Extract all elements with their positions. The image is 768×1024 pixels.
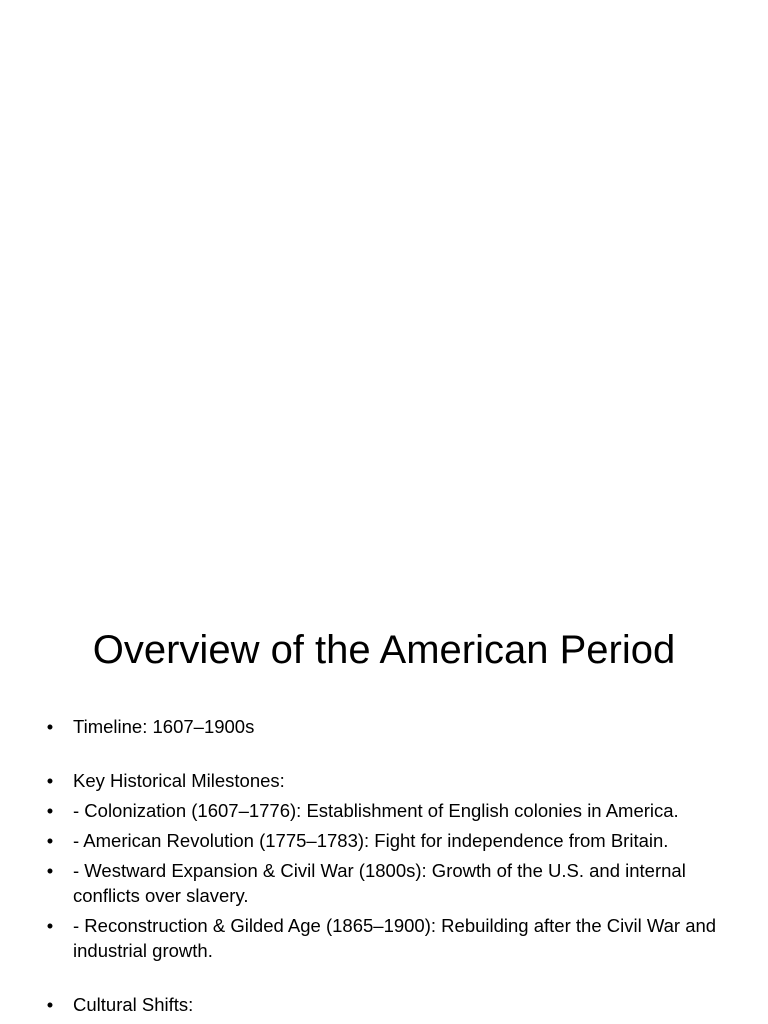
bullet-text: - Colonization (1607–1776): Establishment of English colonies in America. [73, 800, 679, 821]
bullet-dot-icon: • [46, 800, 54, 821]
bullet-text: Cultural Shifts: [73, 994, 194, 1015]
bullet-dot-icon: • [46, 994, 54, 1015]
bullet-item [44, 798, 734, 823]
bullet-item [44, 992, 734, 1017]
bullet-text: Key Historical Milestones: [73, 770, 285, 791]
bullet-dot-icon: • [46, 770, 54, 791]
bullet-list [44, 714, 734, 1022]
bullet-item [44, 768, 734, 793]
bullet-item [44, 714, 734, 739]
bullet-dot-icon: • [46, 915, 54, 936]
bullet-text: - American Revolution (1775–1783): Fight for independence from Britain. [73, 830, 669, 851]
bullet-text: Timeline: 1607–1900s [73, 716, 255, 737]
bullet-text: - Westward Expansion & Civil War (1800s): Growth of the U.S. and internal conflicts over slavery. [73, 860, 686, 906]
bullet-item [44, 858, 734, 908]
bullet-dot-icon: • [46, 830, 54, 851]
bullet-dot-icon: • [46, 860, 54, 881]
bullet-item [44, 913, 734, 963]
bullet-text: - Reconstruction & Gilded Age (1865–1900): Rebuilding after the Civil War and industrial growth. [73, 915, 717, 961]
bullet-dot-icon: • [46, 716, 54, 737]
bullet-item [44, 828, 734, 853]
slide-title: Overview of the American Period [92, 628, 676, 672]
